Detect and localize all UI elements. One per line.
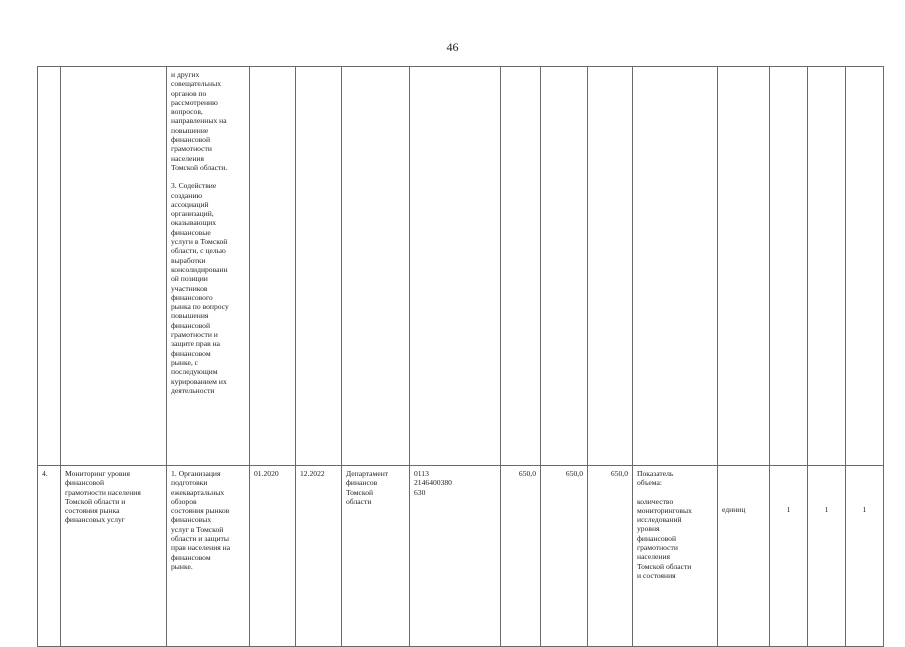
- cell-indicator: [633, 67, 718, 466]
- executor: Департамент финансов Томской области: [342, 466, 410, 647]
- indicator-title: Показатель объема:: [637, 469, 674, 488]
- cell-value-2: [808, 67, 846, 466]
- value-3: 1: [846, 466, 884, 647]
- row-number: 4.: [38, 466, 61, 647]
- measures-text-part1: и других совещательных органов по рассмотрению вопросов, направленных на повышение финансовой грамотности населения Томской области.: [171, 70, 228, 172]
- amount-total: 650,0: [501, 466, 541, 647]
- cell-executor: [342, 67, 410, 466]
- value-1: 1: [770, 466, 808, 647]
- amount-col2: 650,0: [541, 466, 588, 647]
- start-date: 01.2020: [250, 466, 296, 647]
- program-table: [37, 66, 884, 647]
- cell-amount-total: [501, 67, 541, 466]
- budget-code: 0113 2146400380 630: [410, 466, 501, 647]
- cell-value-3: [846, 67, 884, 466]
- table-row-continuation: [38, 67, 884, 466]
- cell-amount-3: [588, 67, 633, 466]
- cell-budget-code: [410, 67, 501, 466]
- measures-text: 1. Организация подготовки ежеквартальных обзоров состояния рынков финансовых услуг в Томской области и защиты прав населения на финансовом рынке.: [167, 466, 250, 647]
- event-name: Мониторинг уровня финансовой грамотности населения Томской области и состояния рынка финансовых услуг: [61, 466, 167, 647]
- indicator-description: количество мониторинговых исследований уровня финансовой грамотности населения Томской области и состояния: [637, 496, 692, 580]
- cell-number: [38, 67, 61, 466]
- cell-end-date: [296, 67, 342, 466]
- indicator-cell: [633, 466, 718, 647]
- unit: единиц: [718, 466, 770, 647]
- measures-text-part2: 3. Содействие созданию ассоциаций организаций, оказывающих финансовые услуги в Томской области, с целью выработки консолидированн ой позиции участников финансового рынка по вопросу повышения финансовой грамотности и защите прав на финансовом рынке, с последующим курированием их деятельности: [171, 181, 229, 395]
- cell-measures: [167, 67, 250, 466]
- value-2: 1: [808, 466, 846, 647]
- page-number: 46: [446, 40, 459, 54]
- cell-amount-2: [541, 67, 588, 466]
- cell-event-name: [61, 67, 167, 466]
- cell-value-1: [770, 67, 808, 466]
- cell-start-date: [250, 67, 296, 466]
- end-date: 12.2022: [296, 466, 342, 647]
- amount-col3: 650,0: [588, 466, 633, 647]
- table-row-4: [38, 466, 884, 647]
- cell-unit: [718, 67, 770, 466]
